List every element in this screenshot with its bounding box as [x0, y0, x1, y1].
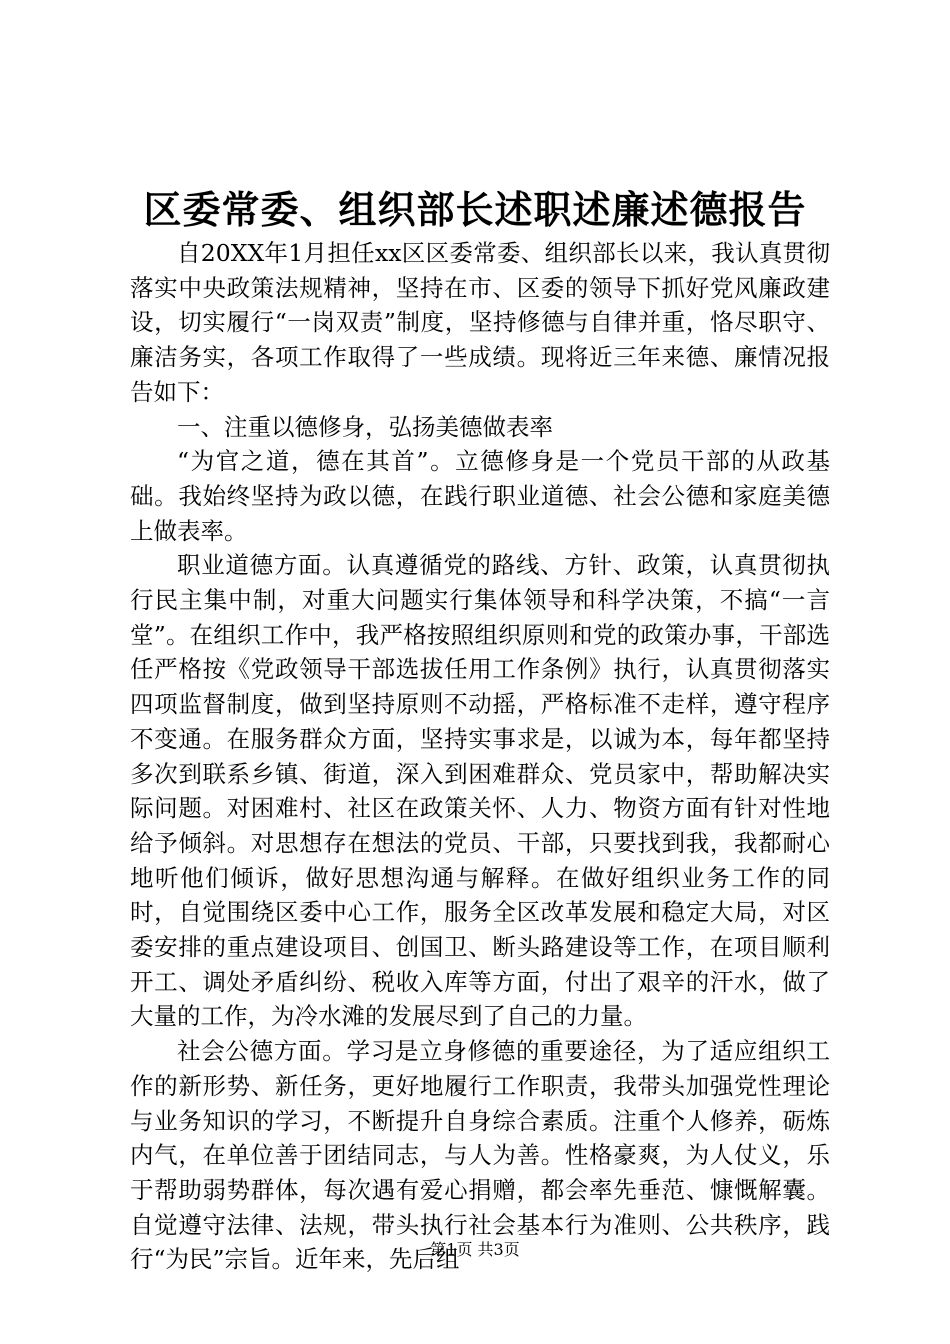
- page-footer: 第1页 共3页: [430, 1240, 520, 1259]
- document-body: [130, 236, 830, 1277]
- intro-paragraph: 自20XX年1月担任xx区区委常委、组织部长以来，我认真贯彻落实中央政策法规精神，坚持在市、区委的领导下抓好党风廉政建设，切实履行“一岗双责”制度，坚持修德与自律并重，恪尽职守、廉洁务实，各项工作取得了一些成绩。现将近三年来德、廉情况报告如下：: [130, 239, 830, 406]
- body-paragraph: 社会公德方面。学习是立身修德的重要途径，为了适应组织工作的新形势、新任务，更好地履行工作职责，我带头加强党性理论与业务知识的学习，不断提升自身综合素质。注重个人修养，砺炼内气，在单位善于团结同志，与人为善。性格豪爽，为人仗义，乐于帮助弱势群体，每次遇有爱心捐赠，都会率先垂范、慷慨解囊。自觉遵守法律、法规，带头执行社会基本行为准则、公共秩序，践行“为民”宗旨。近年来，先后组: [130, 1037, 830, 1274]
- section-heading: 一、注重以德修身，弘扬美德做表率: [177, 412, 553, 441]
- body-paragraph: “为官之道，德在其首”。立德修身是一个党员干部的从政基础。我始终坚持为政以德，在践行职业道德、社会公德和家庭美德上做表率。: [130, 447, 830, 545]
- document-title: 区委常委、组织部长述职述廉述德报告: [143, 187, 807, 232]
- body-paragraph: 职业道德方面。认真遵循党的路线、方针、政策，认真贯彻执行民主集中制，对重大问题实行集体领导和科学决策，不搞“一言堂”。在组织工作中，我严格按照组织原则和党的政策办事，干部选任严格按《党政领导干部选拔任用工作条例》执行，认真贯彻落实四项监督制度，做到坚持原则不动摇，严格标准不走样，遵守程序不变通。在服务群众方面，坚持实事求是，以诚为本，每年都坚持多次到联系乡镇、街道，深入到困难群众、党员家中，帮助解决实际问题。对困难村、社区在政策关怀、人力、物资方面有针对性地给予倾斜。对思想存在想法的党员、干部，只要找到我，我都耐心地听他们倾诉，做好思想沟通与解释。在做好组织业务工作的同时，自觉围绕区委中心工作，服务全区改革发展和稳定大局，对区委安排的重点建设项目、创国卫、断头路建设等工作，在项目顺利开工、调处矛盾纠纷、税收入库等方面，付出了艰辛的汗水，做了大量的工作，为冷水滩的发展尽到了自己的力量。: [130, 551, 830, 1031]
